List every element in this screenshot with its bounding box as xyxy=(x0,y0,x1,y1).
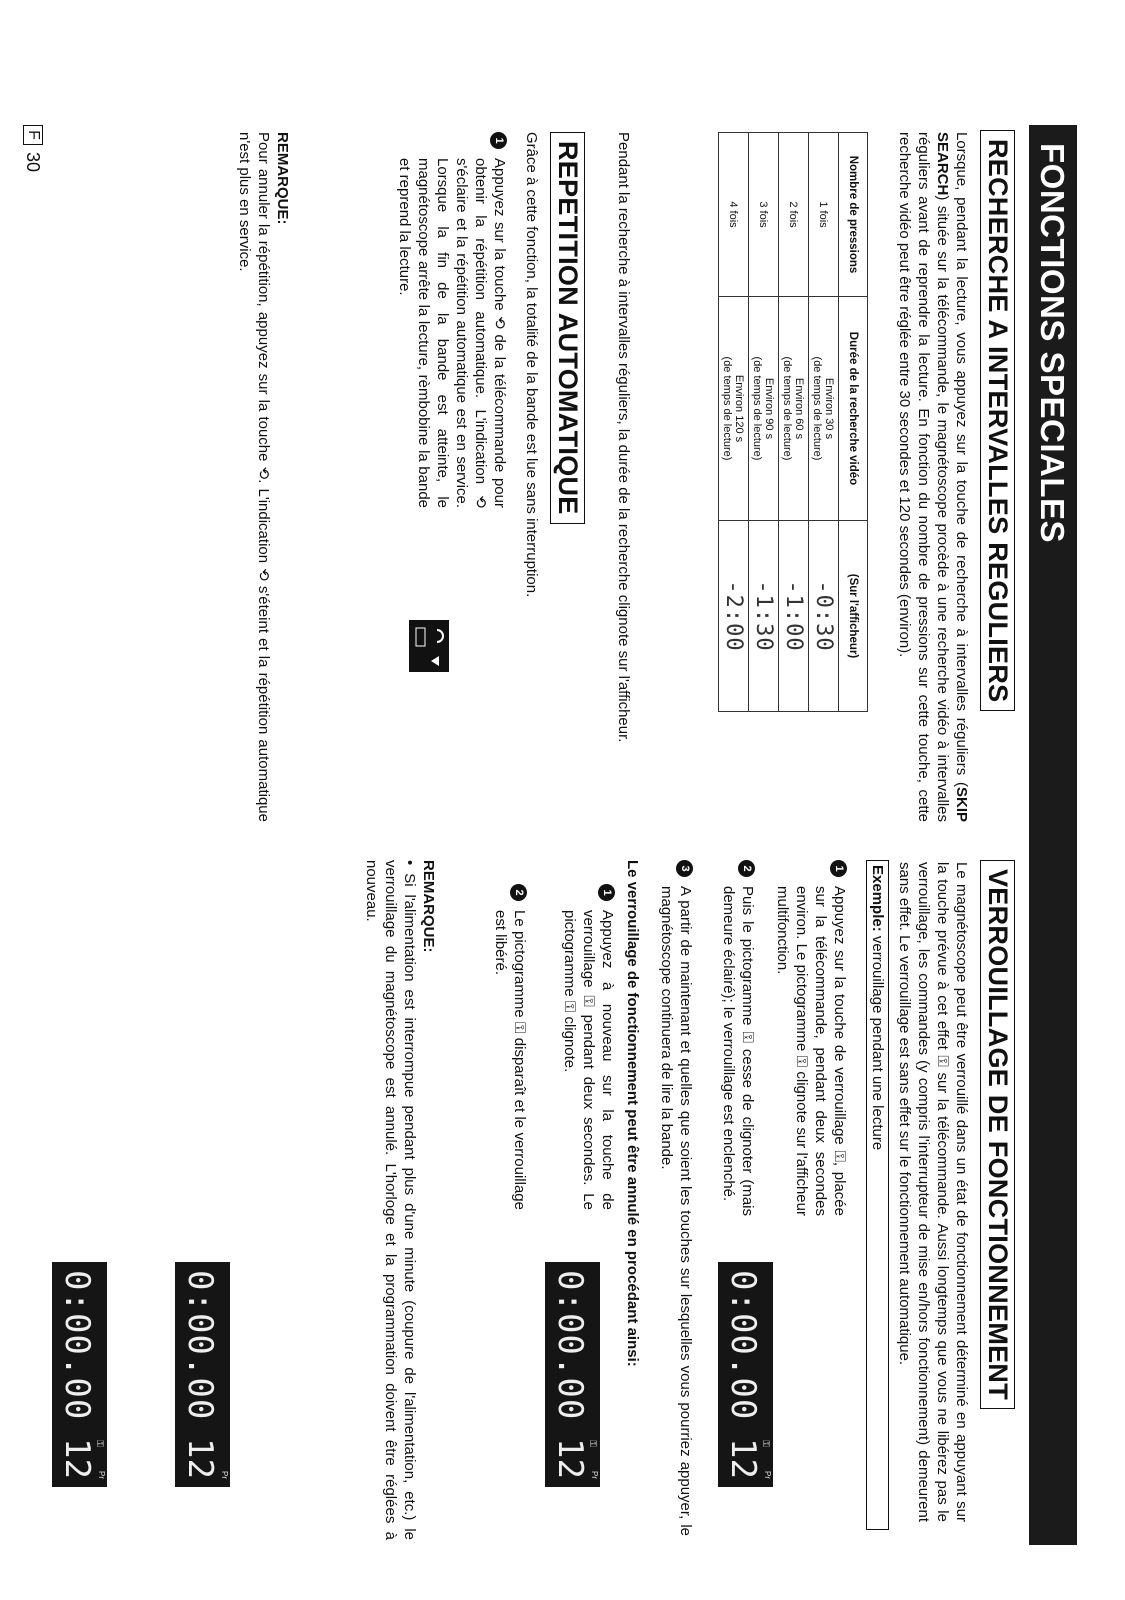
table-row xyxy=(809,133,839,712)
step-number: 3 xyxy=(676,860,695,877)
table-header: Nombre de pressions xyxy=(839,133,868,297)
lcd-time: 0:00.00 xyxy=(550,1270,590,1421)
lock-step-1: Appuyez sur la touche de verrouillage ⚿, placée sur la télécommande, pendant deux secondes environ. Le pictogramme ⚿ clignote sur l'afficheur multifonction. xyxy=(774,886,848,1216)
lock-intro: Le magnétoscope peut être verrouillé dans un état de fonctionnement déterminé en appuyant sur la touche prévue à cet effet ⚿ sur la télécommande. Aussi longtemps que vous ne libérez pas le verrouillage, les commandes (y compris l'interrupteur de mise en/hors fonctionnement) demeurent sans effet. Le verrouillage est sans effet sur le fonctionnement automatique. xyxy=(896,862,970,1522)
page-title: FONCTIONS SPECIALES xyxy=(1034,143,1071,544)
lcd-display xyxy=(718,1262,773,1487)
lock-cancel-title: Le verrouillage de fonctionnement peut être annulé en procédant ainsi: xyxy=(624,860,641,1367)
repeat-icon xyxy=(409,620,449,672)
table-cell-display: -0:30 xyxy=(809,521,839,712)
table-cell-display: -1:30 xyxy=(749,521,779,712)
step-number: 2 xyxy=(510,884,529,901)
lock-example: Exemple: verrouillage pendant une lecture xyxy=(866,860,889,1530)
lock-step-3: A partir de maintenant et quelles que soient les touches sur lesquelles vous pourriez appuyer, le magnétoscope continuera de lire la bande. xyxy=(658,886,694,1536)
section-title-skip-search: RECHERCHE A INTERVALLES REGULIERS xyxy=(980,130,1015,711)
table-cell-duration: Environ 30 s (de temps de lecture) xyxy=(809,297,839,521)
lcd-time: 0:00.00 xyxy=(57,1270,97,1421)
step-number: 1 xyxy=(830,860,849,877)
repeat-display-icon xyxy=(409,620,449,672)
pr-label: Pr xyxy=(220,1471,229,1479)
pr-label: Pr xyxy=(763,1471,772,1479)
table-row xyxy=(719,133,749,712)
table-cell-presses: 2 fois xyxy=(779,133,809,297)
page-number: 30 xyxy=(23,152,43,173)
table-cell-presses: 4 fois xyxy=(719,133,749,297)
lock-remark-text: • Si l'alimentation est interrompue pendant plus d'une minute (coupure de l'alimentation, etc.) le verrouillage du magnétoscope est annulé. L'horloge et la programmation doivent être réglées à nouveau. xyxy=(363,860,418,1540)
lcd-time: 0:00.00 xyxy=(723,1270,763,1421)
lock-remark-title: REMARQUE: xyxy=(420,860,437,953)
lock-icon: ⚿ xyxy=(761,1440,771,1447)
table-header-row xyxy=(839,133,868,712)
lock-icon: ⚿ xyxy=(95,1440,105,1447)
table-cell-duration: Environ 60 s (de temps de lecture) xyxy=(779,297,809,521)
language-badge: F xyxy=(23,125,43,145)
table-cell-display: -1:00 xyxy=(779,521,809,712)
lock-icon: ⚿ xyxy=(588,1440,598,1447)
section-title-auto-repeat: REPETITION AUTOMATIQUE xyxy=(550,132,585,524)
table-cell-presses: 3 fois xyxy=(749,133,779,297)
lock-cancel-step-2: Le pictogramme ⚿ disparaît et le verrouillage est libéré. xyxy=(492,910,528,1210)
lcd-display xyxy=(545,1262,600,1487)
lock-step-2: Puis le pictogramme ⚿ cesse de clignoter (mais demeure éclairé); le verrouillage est enclenché. xyxy=(720,886,756,1216)
table-cell-display: -2:00 xyxy=(719,521,749,712)
section-title-lock: VERROUILLAGE DE FONCTIONNEMENT xyxy=(980,860,1015,1409)
lcd-channel: 12 xyxy=(550,1438,590,1479)
lcd-channel: 12 xyxy=(723,1438,763,1479)
table-cell-duration: Environ 120 s (de temps de lecture) xyxy=(719,297,749,521)
lcd-channel: 12 xyxy=(57,1438,97,1479)
lcd-display xyxy=(52,1262,107,1487)
skip-search-footer: Pendant la recherche à intervalles réguliers, la durée de la recherche clignote sur l'afficheur. xyxy=(615,132,632,743)
table-header: (Sur l'afficheur) xyxy=(839,521,868,712)
step-number: 2 xyxy=(738,860,757,877)
auto-repeat-step: Appuyez sur la touche ⟲ de la télécommande pour obtenir la répétition automatique. L'indication ⟲ s'éclaire et la répétition automatique est en service. Lorsque la fin de la bande est atteinte, le magnétoscope arrête la lecture, rèmbobine la bande et reprend la lecture. xyxy=(396,158,508,508)
lcd-display xyxy=(175,1262,230,1487)
auto-repeat-remark-text: Pour annuler la répétition, appuyez sur la touche ⟲. L'indication ⟲ s'éteint et la répétition automatique n'est plus en service. xyxy=(236,132,272,822)
pr-label: Pr xyxy=(97,1471,106,1479)
auto-repeat-remark-title: REMARQUE: xyxy=(274,132,291,225)
pr-label: Pr xyxy=(590,1471,599,1479)
auto-repeat-intro: Grâce à cette fonction, la totalité de la bande est lue sans interruption. xyxy=(523,132,540,598)
table-cell-presses: 1 fois xyxy=(809,133,839,297)
table-row xyxy=(779,133,809,712)
step-number: 1 xyxy=(598,884,617,901)
table-row xyxy=(749,133,779,712)
skip-search-intro: Lorsque, pendant la lecture, vous appuyez sur la touche de recherche à intervalles réguliers (SKIP SEARCH) située sur la télécommande, le magnétoscope procède à une recherche vidéo à intervalles réguliers avant de reprendre la lecture. En fonction du nombre de pressions sur cette touche, cette recherche vidéo peut être réglée entre 30 secondes et 120 secondes (environ). xyxy=(896,132,970,822)
header-bar xyxy=(1029,125,1077,1545)
step-number: 1 xyxy=(490,132,509,149)
lcd-channel: 12 xyxy=(180,1438,220,1479)
table-header: Durée de la recherche vidéo xyxy=(839,297,868,521)
lock-cancel-step-1: Appuyez à nouveau sur la touche de verrouillage ⚿ pendant deux secondes. Le pictogramme ⚿ clignote. xyxy=(561,910,616,1210)
lcd-time: 0:00.00 xyxy=(180,1270,220,1421)
skip-search-table xyxy=(718,132,868,712)
table-cell-duration: Environ 90 s (de temps de lecture) xyxy=(749,297,779,521)
